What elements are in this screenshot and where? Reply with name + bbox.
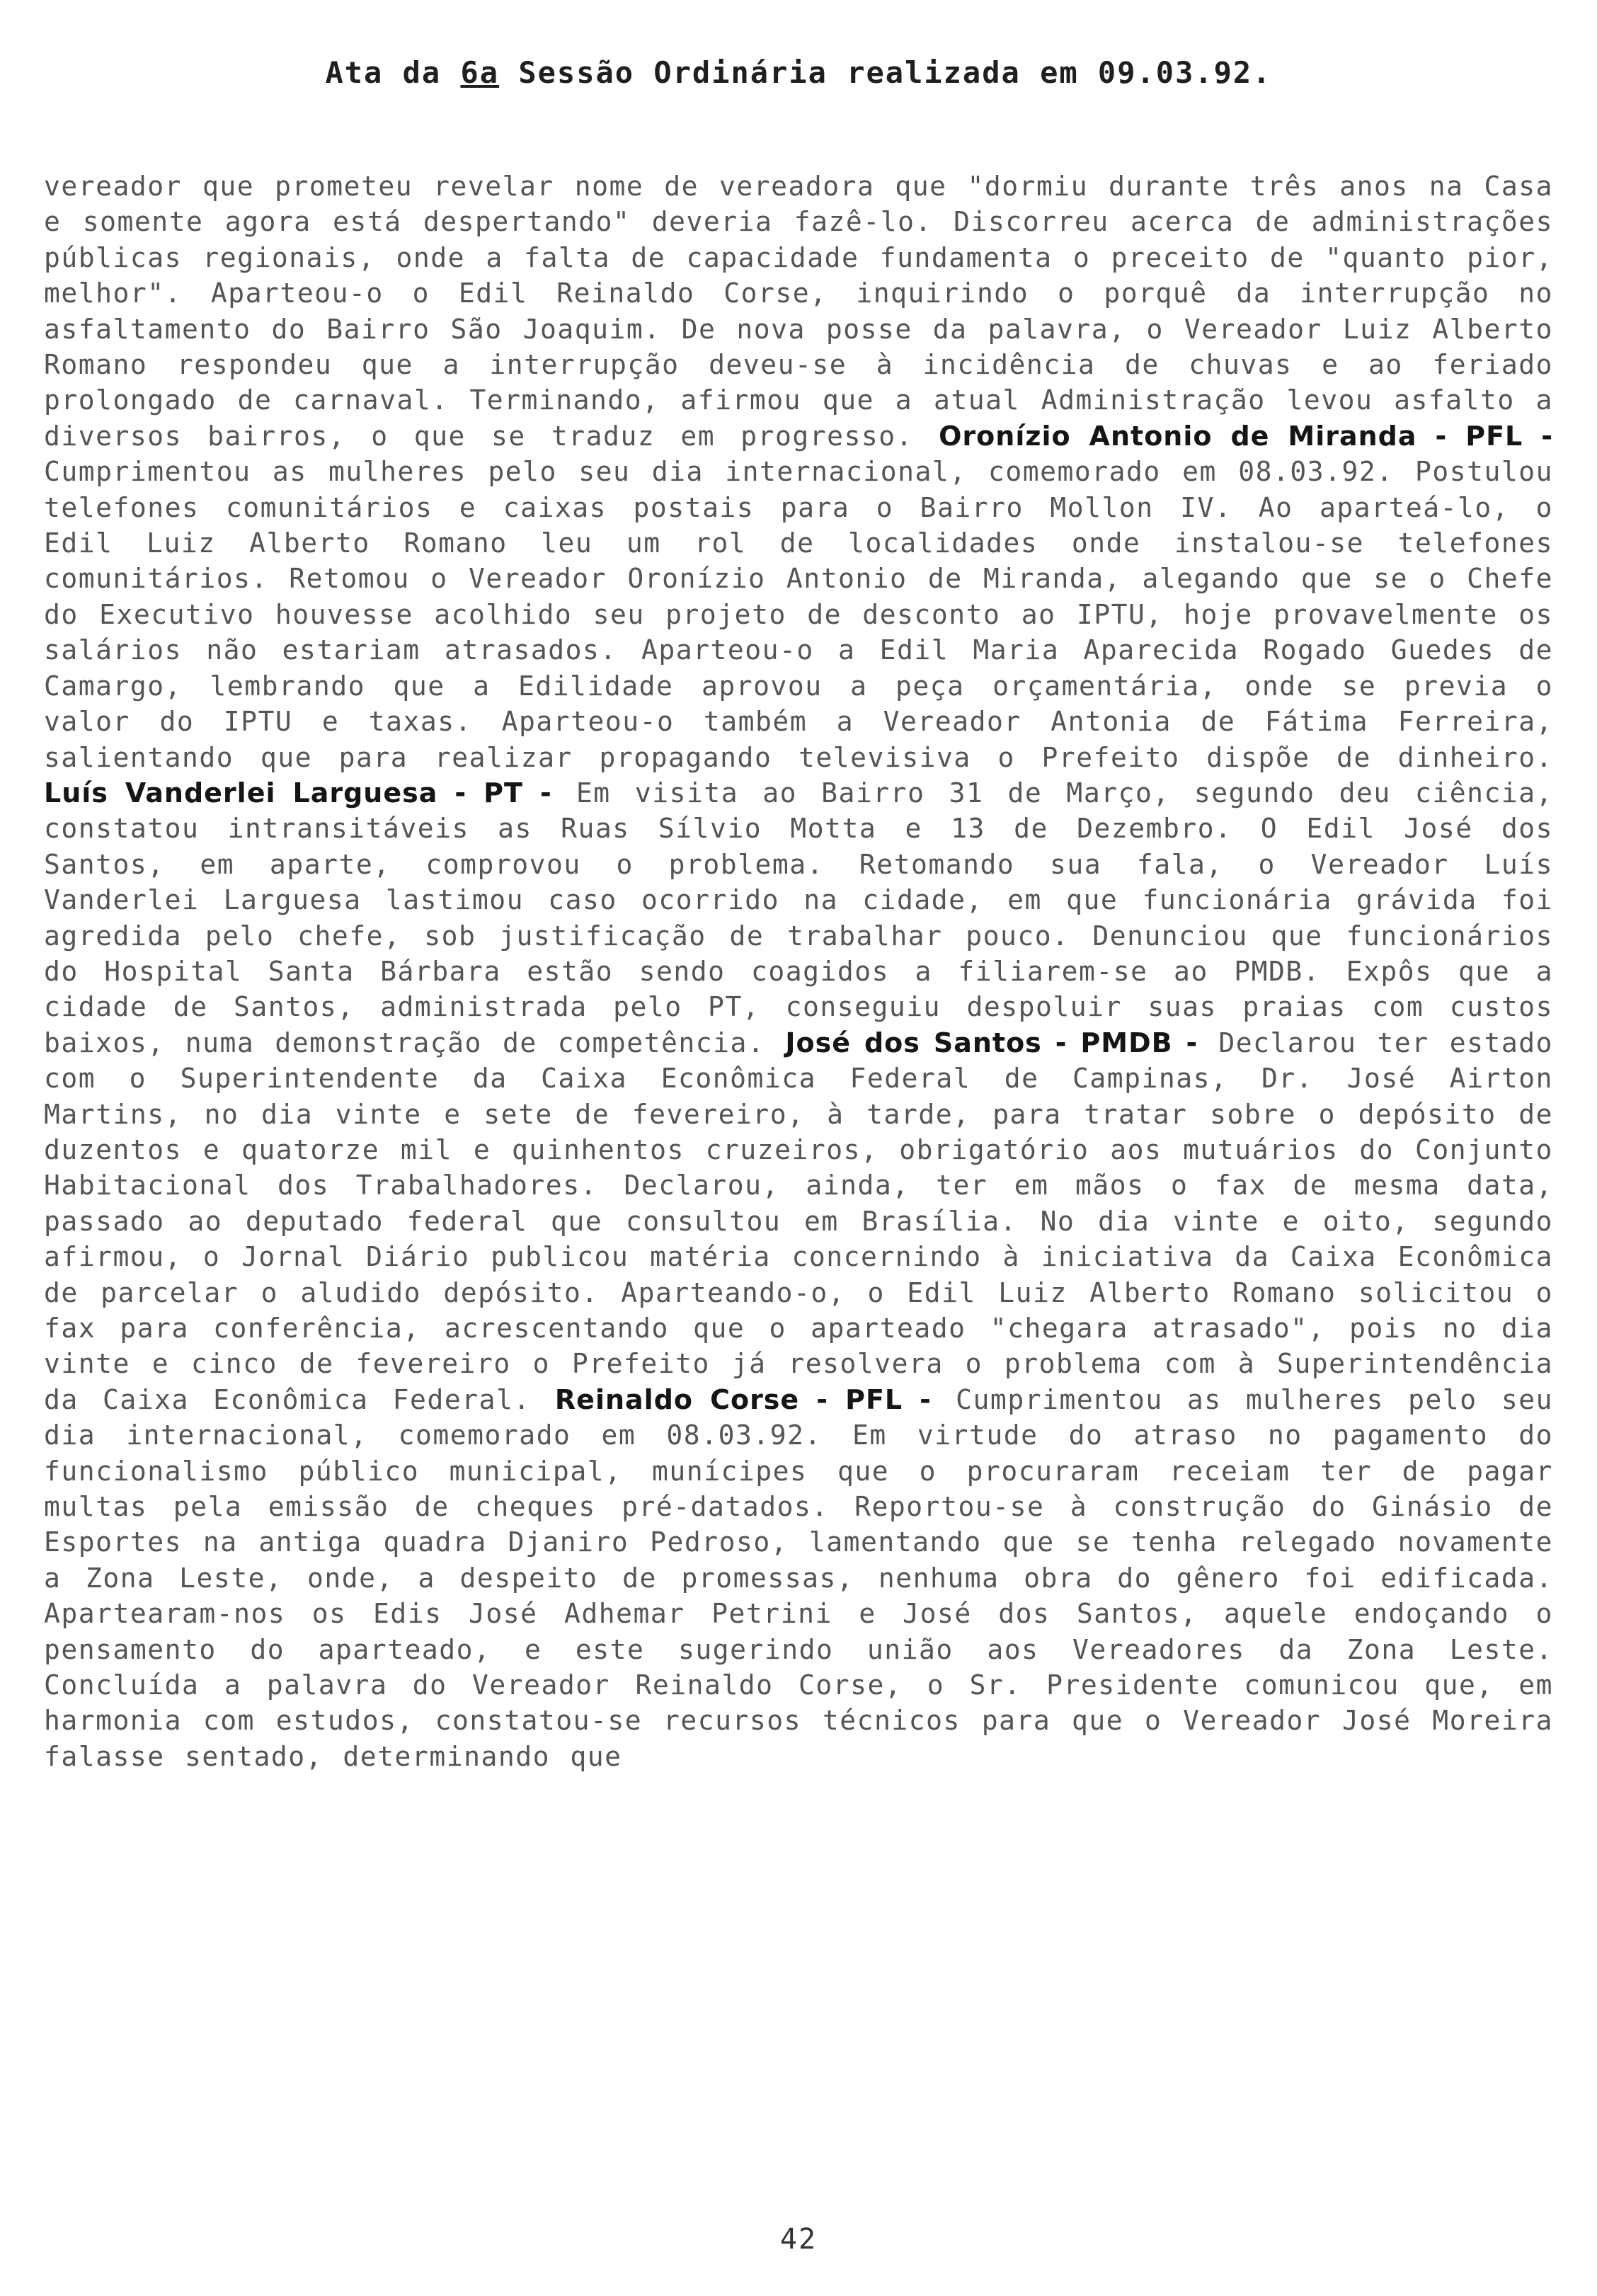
body-text-segment: Em visita ao Bairro 31 de Março, segundo deu ciência, constatou intransitáveis as Ruas Sílvio Motta e 13 de Dezembro. O Edil José dos Santos, em aparte, comprovou o problema. Retomando sua fala, o Vereador Luís Vanderlei Larguesa lastimou caso ocorrido na cidade, em que funcionária grávida foi agredida pelo chefe, sob justificação de trabalhar pouco. Denunciou que funcionários do Hospital Santa Bárbara estão sendo coagidos a filiarem-se ao PMDB. Expôs que a cidade de Santos, administrada pelo PT, conseguiu despoluir suas praias com custos baixos, numa demonstração de competência. bbox=[44, 777, 1553, 1058]
body-text-segment: Cumprimentou as mulheres pelo seu dia internacional, comemorado em 08.03.92. Em virtude do atraso no pagamento do funcionalismo público municipal, munícipes que o procuraram receiam ter de pagar multas pela emissão de cheques pré-datados. Reportou-se à construção do Ginásio de Esportes na antiga quadra Djaniro Pedroso, lamentando que se tenha relegado novamente a Zona Leste, onde, a despeito de promessas, nenhuma obra do gênero foi edificada. Apartearam-nos os Edis José Adhemar Petrini e José dos Santos, aquele endoçando o pensamento do aparteado, e este sugerindo união aos Vereadores da Zona Leste. Concluída a palavra do Vereador Reinaldo Corse, o Sr. Presidente comunicou que, em harmonia com estudos, constatou-se recursos técnicos para que o Vereador José Moreira falasse sentado, determinando que bbox=[44, 1383, 1553, 1772]
minutes-body bbox=[44, 169, 1553, 1774]
title-prefix: Ata da bbox=[325, 55, 461, 90]
body-text-segment: Declarou ter estado com o Superintendente da Caixa Econômica Federal de Campinas, Dr. José Airton Martins, no dia vinte e sete de fevereiro, à tarde, para tratar sobre o depósito de duzentos e quatorze mil e quinhentos cruzeiros, obrigatório aos mutuários do Conjunto Habitacional dos Trabalhadores. Declarou, ainda, ter em mãos o fax de mesma data, passado ao deputado federal que consultou em Brasília. No dia vinte e oito, segundo afirmou, o Jornal Diário publicou matéria concernindo à iniciativa da Caixa Econômica de parcelar o aludido depósito. Aparteando-o, o Edil Luiz Alberto Romano solicitou o fax para conferência, acrescentando que o aparteado "chegara atrasado", pois no dia vinte e cinco de fevereiro o Prefeito já resolvera o problema com à Superintendência da Caixa Econômica Federal. bbox=[44, 1027, 1553, 1415]
speaker-heading: Luís Vanderlei Larguesa - PT - bbox=[44, 777, 552, 809]
body-text-segment: Cumprimentou as mulheres pelo seu dia internacional, comemorado em 08.03.92. Postulou telefones comunitários e caixas postais para o Bairro Mollon IV. Ao aparteá-lo, o Edil Luiz Alberto Romano leu um rol de localidades onde instalou-se telefones comunitários. Retomou o Vereador Oronízio Antonio de Miranda, alegando que se o Chefe do Executivo houvesse acolhido seu projeto de desconto ao IPTU, hoje provavelmente os salários não estariam atrasados. Aparteou-o a Edil Maria Aparecida Rogado Guedes de Camargo, lembrando que a Edilidade aprovou a peça orçamentária, onde se previa o valor do IPTU e taxas. Aparteou-o também a Vereador Antonia de Fátima Ferreira, salientando que para realizar propagando televisiva o Prefeito dispõe de dinheiro. bbox=[44, 456, 1553, 773]
speaker-heading: José dos Santos - PMDB - bbox=[785, 1027, 1198, 1058]
page-number: 42 bbox=[779, 2223, 818, 2256]
body-text-segment: vereador que prometeu revelar nome de vereadora que "dormiu durante três anos na Casa e somente agora está despertando" deveria fazê-lo. Discorreu acerca de administrações públicas regionais, onde a falta de capacidade fundamenta o preceito de "quanto pior, melhor". Aparteou-o o Edil Reinaldo Corse, inquirindo o porquê da interrupção no asfaltamento do Bairro São Joaquim. De nova posse da palavra, o Vereador Luiz Alberto Romano respondeu que a interrupção deveu-se à incidência de chuvas e ao feriado prolongado de carnaval. Terminando, afirmou que a atual Administração levou asfalto a diversos bairros, o que se traduz em progresso. bbox=[44, 171, 1553, 452]
title-suffix: Sessão Ordinária realizada em 09.03.92. bbox=[499, 55, 1272, 90]
speaker-heading: Oronízio Antonio de Miranda - PFL - bbox=[939, 420, 1554, 452]
page-title bbox=[0, 55, 1597, 90]
speaker-heading: Reinaldo Corse - PFL - bbox=[554, 1383, 932, 1415]
title-ordinal: 6a bbox=[460, 55, 500, 90]
